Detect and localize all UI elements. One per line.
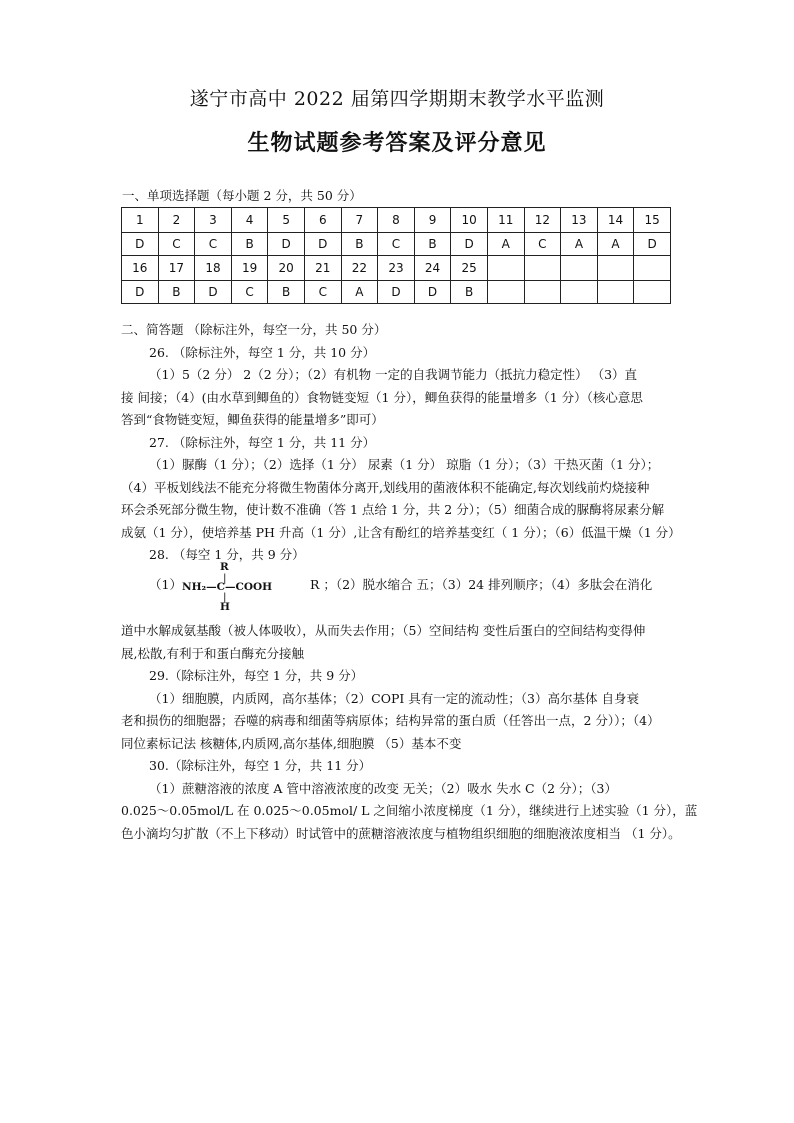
table-cell [634, 256, 671, 281]
table-row [122, 281, 671, 304]
table-row [122, 256, 671, 281]
table-cell: D [414, 281, 451, 304]
table-cell: 24 [414, 256, 451, 281]
table-cell: B [451, 281, 488, 304]
table-cell: 4 [231, 208, 268, 233]
section2-continued [121, 620, 698, 845]
q28-line-1-prefix: （1） [149, 577, 182, 592]
q28-line-2: 道中水解成氨基酸（被人体吸收），从而失去作用；（5）空间结构 变性后蛋白的空间结构变得伸 [121, 623, 646, 638]
table-cell: 17 [158, 256, 195, 281]
q28-line-1 [121, 574, 669, 597]
table-cell [634, 281, 671, 304]
table-cell: B [341, 233, 378, 256]
table-cell: 16 [122, 256, 159, 281]
formula-bond-top: | [223, 572, 227, 584]
table-cell [524, 281, 561, 304]
table-cell: 22 [341, 256, 378, 281]
table-row [122, 208, 671, 233]
q29-line-2: 老和损伤的细胞器；吞噬的病毒和细菌等病原体；结构异常的蛋白质（任答出一点，2 分））；（4） [121, 713, 660, 728]
formula-r-group: R [220, 561, 229, 573]
table-cell: D [268, 233, 305, 256]
formula-h-atom: H [220, 601, 230, 613]
table-cell: 25 [451, 256, 488, 281]
table-cell: D [451, 233, 488, 256]
table-cell [487, 256, 524, 281]
table-cell: 14 [597, 208, 634, 233]
q29-line-3: 同位素标记法 核糖体,内质网,高尔基体,细胞膜 （5）基本不变 [121, 735, 462, 751]
table-cell: 19 [231, 256, 268, 281]
table-cell: 6 [304, 208, 341, 233]
q26-line-3: 答到“食物链变短，鲫鱼获得的能量增多”即可） [121, 412, 384, 427]
table-cell: B [158, 281, 195, 304]
q28-line-1-suffix: R ；（2）脱水缩合 五；（3）24 排列顺序；（4）多肽会在消化 [309, 577, 653, 592]
q28-body [121, 574, 669, 597]
table-cell: 9 [414, 208, 451, 233]
exam-title: 遂宁市高中 2022 届第四学期期末教学水平监测 [189, 88, 605, 110]
table-cell [561, 256, 598, 281]
table-cell: 20 [268, 256, 305, 281]
table-cell: A [597, 233, 634, 256]
q27-line-2: （4）平板划线法不能充分将微生物菌体分离开,划线用的菌液体积不能确定,每次划线前灼烧接种 [121, 479, 650, 495]
table-cell: C [304, 281, 341, 304]
table-cell: D [195, 281, 232, 304]
table-cell [487, 281, 524, 304]
table-cell: A [561, 233, 598, 256]
table-cell: 5 [268, 208, 305, 233]
q30-line-3: 色小滴均匀扩散（不上下移动）时试管中的蔗糖溶液浓度与植物组织细胞的细胞液浓度相当 （1 分）。 [121, 825, 681, 841]
section1-heading: 一、单项选择题（每小题 2 分，共 50 分） [122, 188, 362, 203]
table-cell [597, 281, 634, 304]
q27-line-1: （1）脲酶（1 分）；（2）选择（1 分） 尿素（1 分） 琼脂（1 分）；（3）干热灭菌（1 分）； [149, 457, 660, 472]
answer-table [121, 207, 671, 304]
table-cell: 18 [195, 256, 232, 281]
table-row [122, 233, 671, 256]
table-cell: B [231, 233, 268, 256]
q30-line-1: （1）蔗糖溶液的浓度 A 管中溶液浓度的改变 无关；（2）吸水 失水 C（2 分）；（3） [149, 780, 617, 796]
q27-line-4: 成氨（1 分），使培养基 PH 升高（1 分）,让含有酚红的培养基变红（ 1 分）；（6）低温干燥（1 分） [121, 524, 681, 540]
table-cell: 11 [487, 208, 524, 233]
q26-line-1: （1）5（2 分） 2（2 分）；（2）有机物 一定的自我调节能力（抵抗力稳定性） （3）直 [149, 367, 638, 382]
table-cell: 21 [304, 256, 341, 281]
table-cell: 8 [378, 208, 415, 233]
table-cell: D [378, 281, 415, 304]
table-cell: C [231, 281, 268, 304]
section2-heading: 二、简答题 （除标注外，每空一分，共 50 分） [121, 322, 387, 337]
table-cell: 13 [561, 208, 598, 233]
table-cell: D [122, 233, 159, 256]
table-cell: B [268, 281, 305, 304]
table-cell: 12 [524, 208, 561, 233]
table-cell: 10 [451, 208, 488, 233]
table-cell: 7 [341, 208, 378, 233]
table-cell [524, 256, 561, 281]
formula-bond-bottom: | [223, 591, 227, 603]
table-cell: 1 [122, 208, 159, 233]
table-cell: 23 [378, 256, 415, 281]
table-cell: 3 [195, 208, 232, 233]
table-cell: A [487, 233, 524, 256]
table-cell: C [524, 233, 561, 256]
table-cell: D [634, 233, 671, 256]
document-subtitle: 生物试题参考答案及评分意见 [247, 131, 547, 156]
formula-main-chain: NH₂—C—COOH [182, 581, 273, 593]
q28-line-3: 展,松散,有利于和蛋白酶充分接触 [121, 645, 304, 661]
table-cell: B [414, 233, 451, 256]
q26-heading: 26. （除标注外，每空 1 分，共 10 分） [149, 344, 376, 360]
table-cell: A [341, 281, 378, 304]
q26-line-2: 接 间接；（4）(由水草到鲫鱼的）食物链变短（1 分），鲫鱼获得的能量增多（1 分）（核心意思 [121, 389, 643, 405]
table-cell: C [158, 233, 195, 256]
table-cell: 2 [158, 208, 195, 233]
table-cell [561, 281, 598, 304]
table-cell: 15 [634, 208, 671, 233]
q29-line-1: （1）细胞膜，内质网，高尔基体；（2）COPI 具有一定的流动性；（3）高尔基体 自身衰 [149, 690, 639, 706]
q30-heading: 30.（除标注外，每空 1 分，共 11 分） [149, 758, 372, 773]
table-cell [597, 256, 634, 281]
q29-heading: 29.（除标注外，每空 1 分，共 9 分） [149, 668, 364, 683]
q27-line-3: 环会杀死部分微生物，使计数不准确（答 1 点给 1 分，共 2 分）；（5）细菌合成的脲酶将尿素分解 [121, 502, 665, 517]
table-cell: C [195, 233, 232, 256]
q30-line-2: 0.025～0.05mol/L 在 0.025～0.05mol/ L 之间缩小浓度梯度（1 分），继续进行上述实验（1 分），蓝 [121, 803, 698, 818]
q27-heading: 27. （除标注外，每空 1 分，共 11 分） [149, 434, 376, 450]
q28-heading: 28. （每空 1 分，共 9 分） [149, 547, 305, 562]
section2 [121, 319, 681, 567]
table-cell: C [378, 233, 415, 256]
table-cell: D [122, 281, 159, 304]
table-cell: D [304, 233, 341, 256]
